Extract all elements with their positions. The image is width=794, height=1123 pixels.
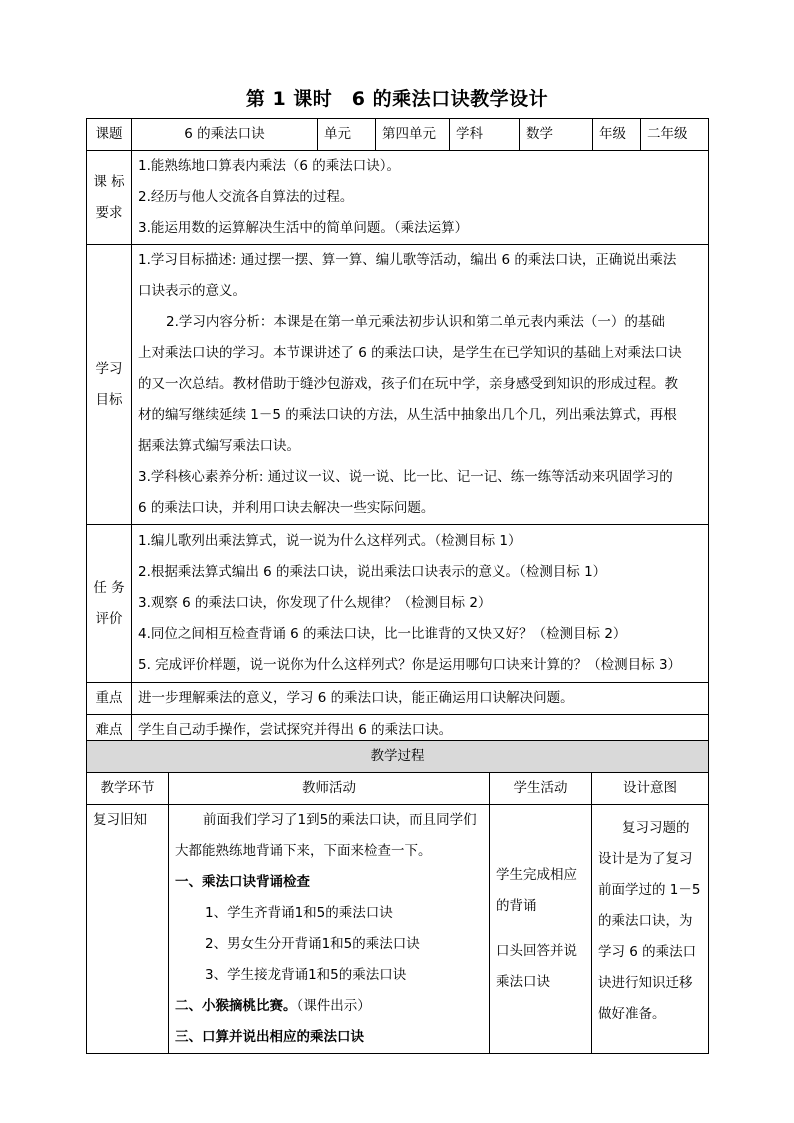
student-line: 口头回答并说 [496,943,577,959]
grade-label: 年级 [593,119,641,151]
teacher-line: 大都能熟练地背诵下来，下面来检查一下。 [175,843,432,859]
objectives-content [132,245,709,525]
student-spacer [496,922,585,936]
objectives-line: 口诀表示的意义。 [138,283,246,299]
assessment-item: 2.根据乘法算式编出 6 的乘法口诀，说出乘法口诀表示的意义。（检测目标 1） [138,564,607,580]
teacher-line-group [175,991,483,1022]
column-header-teacher: 教师活动 [169,773,490,805]
assessment-label-line-1: 任 务 [93,579,125,596]
key-point-text: 进一步理解乘法的意义，学习 6 的乘法口诀，能正确运用口诀解决问题。 [132,683,709,715]
unit-value: 第四单元 [376,119,450,151]
topic-label: 课题 [87,119,132,151]
stage-cell: 复习旧知 [87,805,169,1054]
assessment-label-line-2: 评价 [95,610,123,627]
teacher-heading: 二、小猴摘桃比赛。 [175,998,297,1014]
objectives-line: 3.学科核心素养分析: 通过议一议、说一说、比一比、记一记、练一练等活动来巩固学习的 [138,469,673,485]
column-header-student: 学生活动 [490,773,592,805]
assessment-item: 3.观察 6 的乘法口诀，你发现了什么规律？（检测目标 2） [138,595,492,611]
difficulty-text: 学生自己动手操作，尝试探究并得出 6 的乘法口诀。 [132,715,709,747]
teacher-heading: 一、乘法口诀背诵检查 [175,874,310,890]
teacher-line: 2、男女生分开背诵1和5的乘法口诀 [205,936,420,952]
standards-item: 3.能运用数的运算解决生活中的简单问题。（乘法运算） [138,220,469,236]
grade-value: 二年级 [641,119,709,151]
teaching-process-table [86,740,709,1054]
standards-item: 2.经历与他人交流各自算法的过程。 [138,189,354,205]
intent-line: 设计是为了复习 [598,851,693,867]
teacher-line: 3、学生接龙背诵1和5的乘法口诀 [205,967,407,983]
difficulty-label: 难点 [87,715,132,747]
objectives-label-line-1: 学习 [95,360,123,377]
key-point-label: 重点 [87,683,132,715]
objectives-line: 6 的乘法口诀，并利用口诀去解决一些实际问题。 [138,500,435,516]
objectives-line: 1.学习目标描述: 通过摆一摆、算一算、编儿歌等活动，编出 6 的乘法口诀，正确说出乘法 [138,252,677,268]
student-line: 的背诵 [496,898,537,914]
student-activity-cell [490,805,592,1054]
process-heading: 教学过程 [87,741,709,773]
intent-line: 前面学过的 1－5 [598,882,701,898]
lesson-info-table [86,118,709,747]
objectives-line: 的又一次总结。教材借助于缝沙包游戏，孩子们在玩中学，亲身感受到知识的形成过程。教 [138,376,678,392]
intent-line: 做好准备。 [598,1006,666,1022]
column-header-stage: 教学环节 [87,773,169,805]
assessment-item: 1.编儿歌列出乘法算式，说一说为什么这样列式。（检测目标 1） [138,533,522,549]
student-line: 学生完成相应 [496,867,577,883]
assessment-content [132,525,709,683]
student-line: 乘法口诀 [496,974,550,990]
objectives-line: 2.学习内容分析：本课是在第一单元乘法初步认识和第二单元表内乘法（一）的基础 [166,314,665,330]
assessment-item: 5. 完成评价样题，说一说你为什么这样列式？你是运用哪句口诀来计算的？（检测目标 3） [138,657,682,673]
intent-line: 诀进行知识迁移 [598,975,693,991]
standards-label-line-2: 要求 [95,204,123,221]
unit-label: 单元 [318,119,376,151]
column-header-intent: 设计意图 [592,773,709,805]
teacher-activity-cell [169,805,490,1054]
design-intent-cell [592,805,709,1054]
objectives-label [87,245,132,525]
objectives-line: 上对乘法口诀的学习。本节课讲述了 6 的乘法口诀，是学生在已学知识的基础上对乘法口诀 [138,345,682,361]
assessment-label [87,525,132,683]
teacher-note: （课件出示） [296,998,371,1014]
assessment-item: 4.同位之间相互检查背诵 6 的乘法口诀，比一比谁背的又快又好？（检测目标 2） [138,626,627,642]
subject-value: 数学 [520,119,593,151]
standards-content [132,151,709,245]
objectives-line: 材的编写继续延续 1－5 的乘法口诀的方法，从生活中抽象出几个几，列出乘法算式，再根 [138,407,677,423]
objectives-label-line-2: 目标 [95,391,123,408]
intent-line: 学习 6 的乘法口 [598,944,697,960]
standards-label [87,151,132,245]
teacher-heading: 三、口算并说出相应的乘法口诀 [175,1029,364,1045]
teacher-line: 前面我们学习了1到5的乘法口诀，而且同学们 [203,812,477,828]
document-title: 第 1 课时 6 的乘法口诀教学设计 [245,88,549,110]
intent-line: 复习习题的 [622,820,690,836]
teacher-line: 1、学生齐背诵1和5的乘法口诀 [205,905,393,921]
topic-value: 6 的乘法口诀 [132,119,318,151]
intent-line: 的乘法口诀，为 [598,913,693,929]
subject-label: 学科 [450,119,520,151]
standards-item: 1.能熟练地口算表内乘法（6 的乘法口诀）。 [138,158,401,174]
objectives-line: 据乘法算式编写乘法口诀。 [138,438,300,454]
standards-label-line-1: 课 标 [93,173,125,190]
